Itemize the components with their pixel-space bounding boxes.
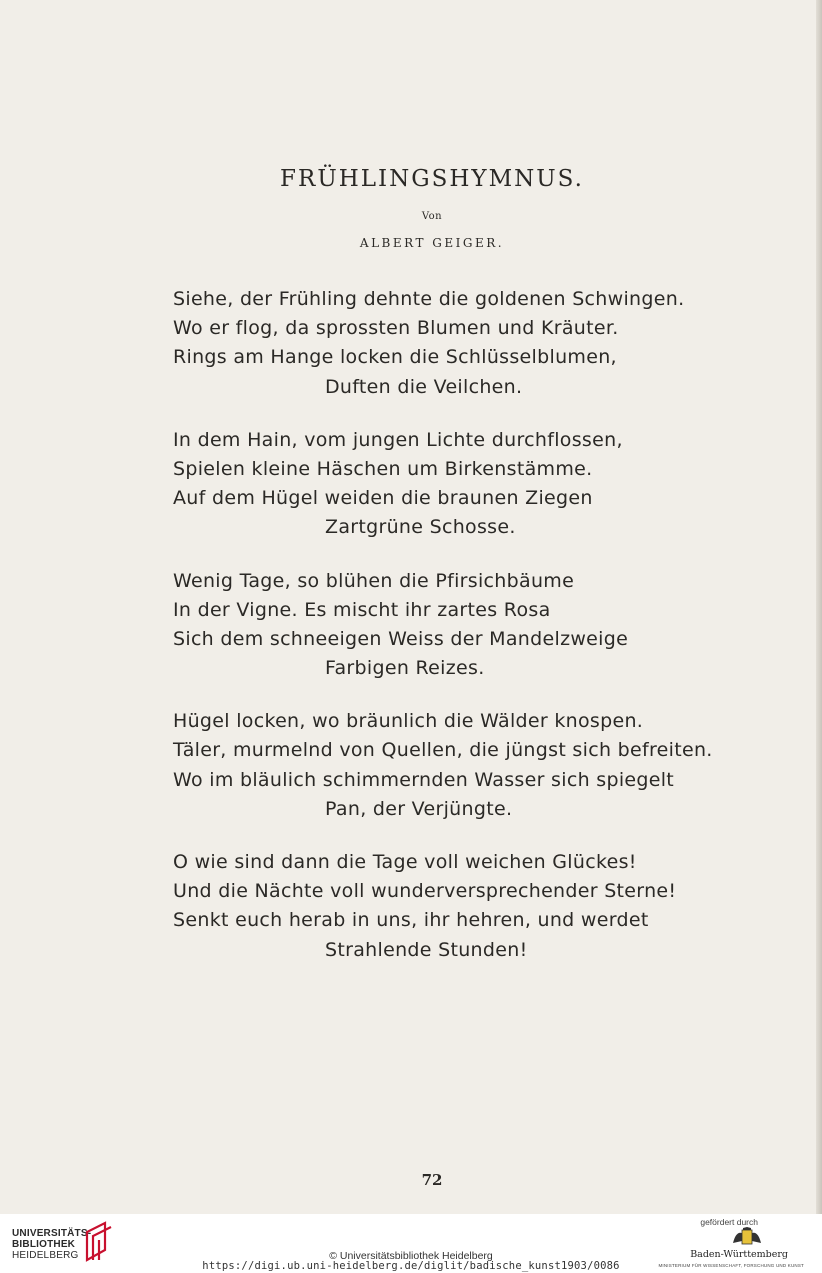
poem-line: Senkt euch herab in uns, ihr hehren, und werdet (173, 909, 649, 932)
poem-line: Spielen kleine Häschen um Birkenstämme. (173, 457, 593, 480)
poem-line: Und die Nächte voll wunderversprechender Sterne! (173, 880, 677, 903)
poem-line: Wenig Tage, so blühen die Pfirsichbäume (173, 569, 575, 592)
stanza-4 (173, 707, 733, 824)
page-number: 72 (421, 1171, 443, 1189)
poem-line: Wo er flog, da sprossten Blumen und Kräuter. (173, 317, 619, 340)
poem-line: Täler, murmelnd von Quellen, die jüngst sich befreiten. (173, 739, 713, 762)
poem-line: Wo im bläulich schimmernden Wasser sich spiegelt (173, 768, 675, 791)
poem-line: In der Vigne. Es mischt ihr zartes Rosa (173, 598, 551, 621)
viewer-footer (0, 1214, 822, 1273)
poem-body (173, 285, 733, 989)
poem-line-refrain: Zartgrüne Schosse. (325, 516, 516, 539)
byline-von: Von (421, 211, 443, 222)
library-name-line2: BIBLIOTHEK (12, 1239, 76, 1250)
permalink-url[interactable]: https://digi.ub.uni-heidelberg.de/diglit/badische_kunst1903/0086 (202, 1260, 620, 1272)
library-name-line1: UNIVERSITÄTS- (12, 1228, 92, 1239)
poem-line-refrain: Duften die Veilchen. (325, 375, 523, 398)
poem-title: FRÜHLINGSHYMNUS. (280, 166, 584, 192)
funder-name[interactable]: Baden-Württemberg (690, 1249, 788, 1260)
stanza-2 (173, 426, 733, 543)
stanza-5 (173, 848, 733, 965)
poem-line-refrain: Pan, der Verjüngte. (325, 797, 513, 820)
poem-line: In dem Hain, vom jungen Lichte durchflossen, (173, 428, 623, 451)
poem-line: Rings am Hange locken die Schlüsselblumen, (173, 346, 617, 369)
stanza-3 (173, 567, 733, 684)
funded-by-label: gefördert durch (700, 1217, 758, 1227)
poem-line-refrain: Strahlende Stunden! (325, 938, 528, 961)
funder-ministry: MINISTERIUM FÜR WISSENSCHAFT, FORSCHUNG UND KUNST (658, 1263, 804, 1268)
copyright-notice: © Universitätsbibliothek Heidelberg (329, 1250, 493, 1262)
baden-wuerttemberg-seal-icon (730, 1227, 764, 1247)
poem-line: Sich dem schneeigen Weiss der Mandelzweige (173, 627, 629, 650)
poem-line: Auf dem Hügel weiden die braunen Ziegen (173, 487, 593, 510)
poem-line: Siehe, der Frühling dehnte die goldenen Schwingen. (173, 288, 685, 310)
library-name-line3: HEIDELBERG (12, 1250, 79, 1261)
poem-line-refrain: Farbigen Reizes. (325, 657, 485, 680)
poem-line: O wie sind dann die Tage voll weichen Glückes! (173, 851, 637, 873)
stanza-1 (173, 285, 733, 402)
author-name: ALBERT GEIGER. (359, 236, 505, 250)
poem-line: Hügel locken, wo bräunlich die Wälder knospen. (173, 710, 644, 733)
